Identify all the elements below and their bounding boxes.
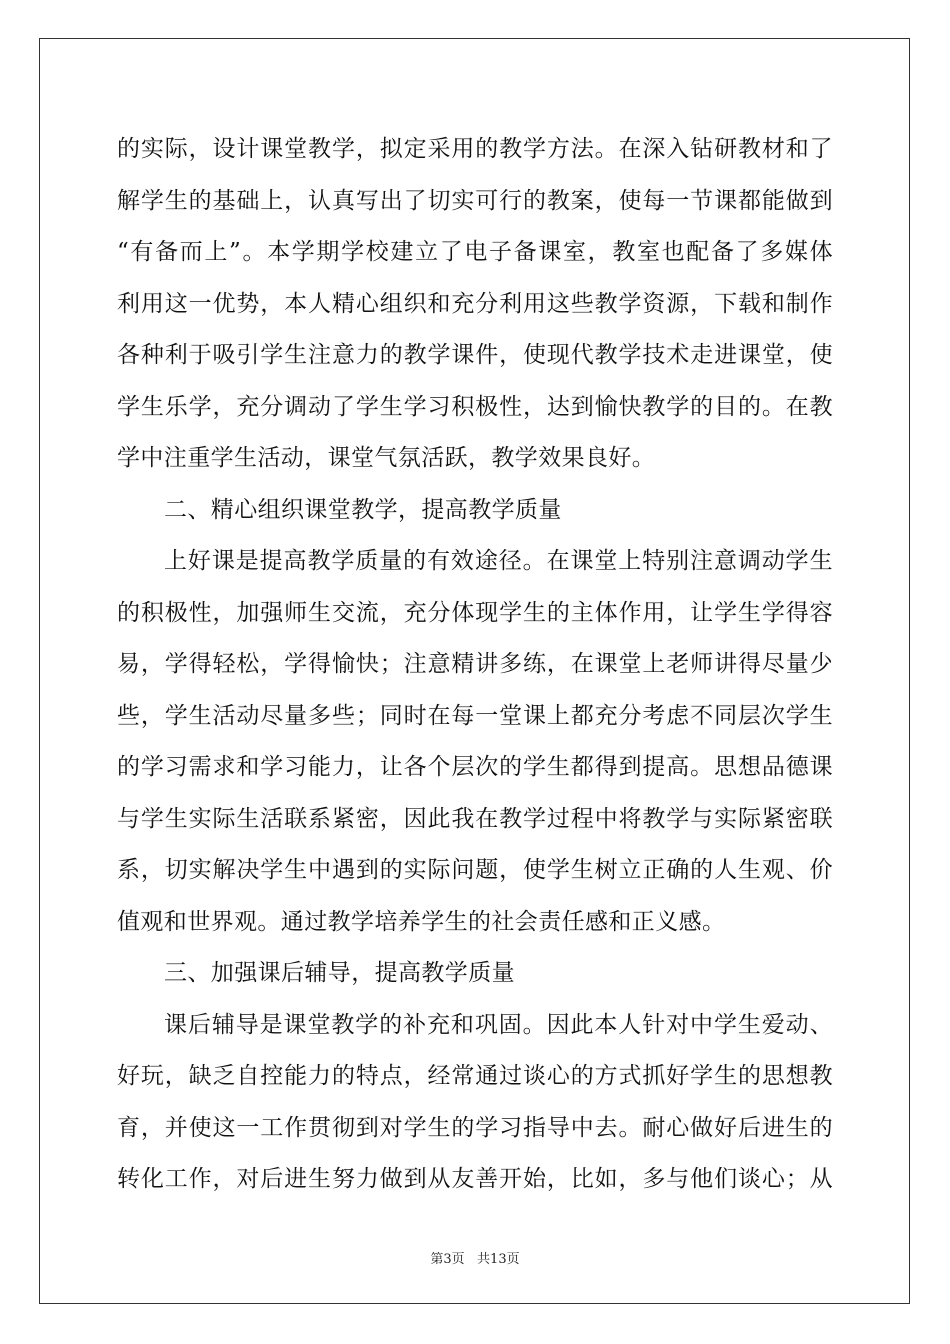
text-line: 学中注重学生活动，课堂气氛活跃，教学效果良好。	[117, 445, 656, 471]
text-line: 转化工作，对后进生努力做到从友善开始，比如，多与他们谈心；从	[117, 1166, 833, 1192]
text-line: 课后辅导是课堂教学的补充和巩固。因此本人针对中学生爱动、	[164, 1011, 833, 1038]
text-line: 解学生的基础上，认真写出了切实可行的教案，使每一节课都能做到	[117, 187, 833, 214]
text-line: 育，并使这一工作贯彻到对学生的学习指导中去。耐心做好后进生的	[117, 1114, 833, 1141]
text-line: 好玩，缺乏自控能力的特点，经常通过谈心的方式抓好学生的思想教	[117, 1063, 833, 1089]
text-line: 各种利于吸引学生注意力的教学课件，使现代教学技术走进课堂，使	[117, 342, 833, 368]
text-line: 利用这一优势，本人精心组织和充分利用这些教学资源，下载和制作	[117, 290, 833, 317]
text-line: 易，学得轻松，学得愉快；注意精讲多练，在课堂上老师讲得尽量少	[117, 651, 833, 677]
text-line: 系，切实解决学生中遇到的实际问题，使学生树立正确的人生观、价	[117, 857, 833, 883]
text-line: 的学习需求和学习能力，让各个层次的学生都得到提高。思想品德课	[117, 754, 833, 780]
text-line: 的积极性，加强师生交流，充分体现学生的主体作用，让学生学得容	[117, 599, 833, 626]
text-line: 学生乐学，充分调动了学生学习积极性，达到愉快教学的目的。在教	[117, 393, 833, 420]
page-number-footer: 第3页 共13页	[430, 1252, 520, 1267]
text-line: 的实际，设计课堂教学，拟定采用的教学方法。在深入钻研教材和了	[117, 136, 833, 162]
text-line: 上好课是提高教学质量的有效途径。在课堂上特别注意调动学生	[164, 548, 833, 574]
section-heading: 二、精心组织课堂教学，提高教学质量	[164, 496, 562, 523]
text-line: 与学生实际生活联系紧密，因此我在教学过程中将教学与实际紧密联	[117, 805, 833, 832]
document-body	[117, 124, 833, 1206]
text-line: 些，学生活动尽量多些；同时在每一堂课上都充分考虑不同层次学生	[117, 702, 833, 729]
text-line: 值观和世界观。通过教学培养学生的社会责任感和正义感。	[117, 908, 726, 935]
text-line: “有备而上”。本学期学校建立了电子备课室，教室也配备了多媒体	[117, 239, 833, 265]
section-heading: 三、加强课后辅导，提高教学质量	[164, 960, 515, 986]
